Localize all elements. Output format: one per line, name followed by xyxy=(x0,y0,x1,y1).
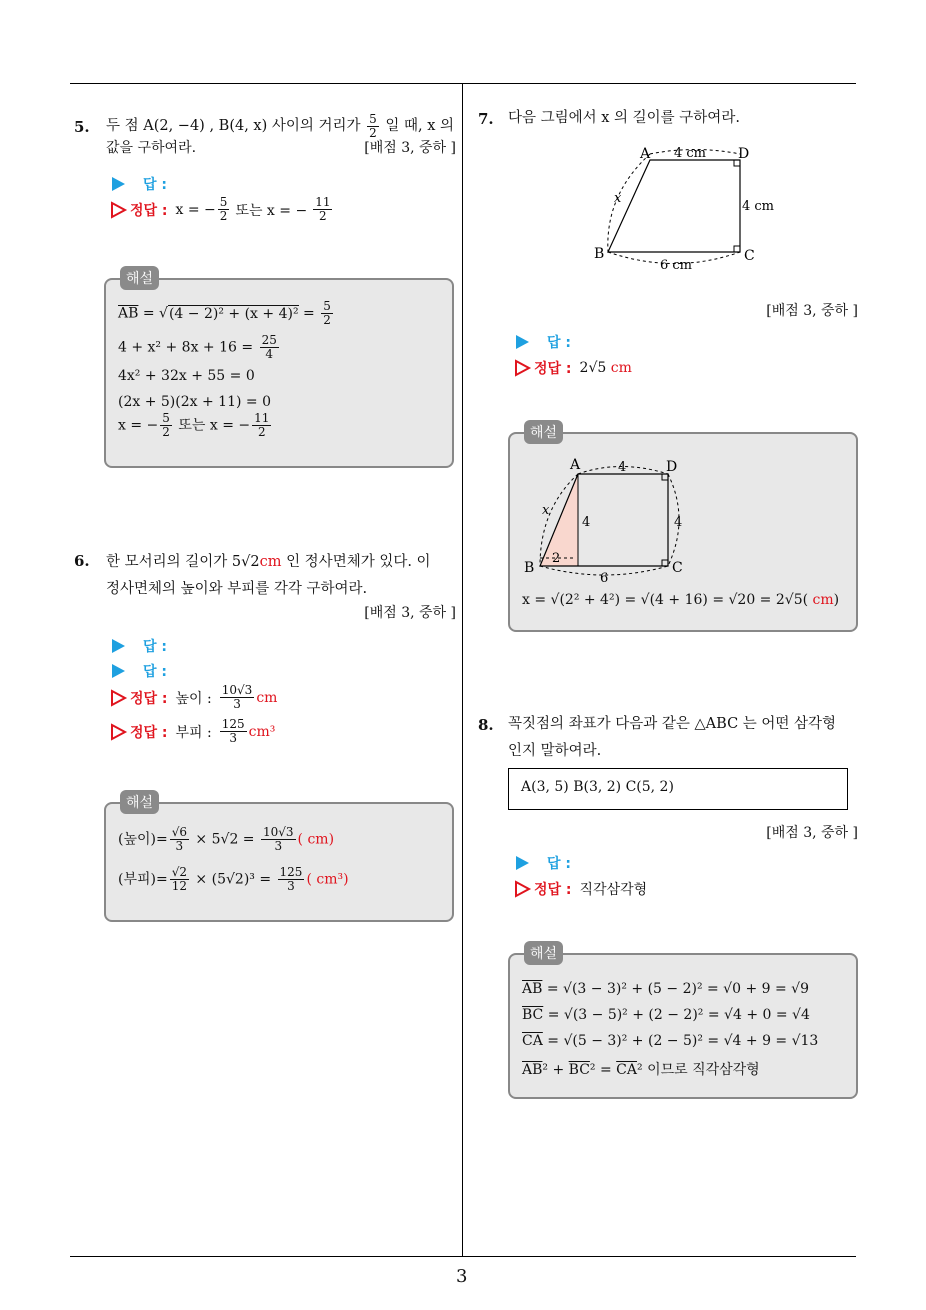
q5-score: [배점 3, 중하 ] xyxy=(364,140,456,156)
q6-solution-box: (높이)= $\frac{√6}{3}$ × 5√2 = $\frac{10√3}{3}$ ( cm) (부피)= $\frac{√2}{12}$ × (5√2)³ = $\frac{125}{3}$ ( cm³) xyxy=(104,802,454,922)
q7-number: 7. xyxy=(478,110,494,128)
fig-label-c: C xyxy=(744,248,755,264)
q8-number: 8. xyxy=(478,716,494,734)
q5-number: 5. xyxy=(74,118,90,136)
play-triangle-icon xyxy=(112,664,125,678)
svg-text:2: 2 xyxy=(552,551,561,566)
fig-label-right: 4 cm xyxy=(742,199,775,214)
fig-label-x: x xyxy=(614,191,622,206)
q7-solution-line: x = √(2² + 4²) = √(4 + 16) = √20 = 2√5( cm) xyxy=(522,592,840,608)
q8-answer-row[interactable]: 답 : xyxy=(516,853,571,873)
q7-solution-tag: 해설 xyxy=(524,420,563,444)
q8-score: [배점 3, 중하 ] xyxy=(766,825,858,841)
svg-text:D: D xyxy=(666,459,678,475)
q6-answer-row-2[interactable]: 답 : xyxy=(112,661,167,681)
fig-label-d: D xyxy=(738,146,750,162)
q5-solution-box: $\overline{AB} = √(4 - 2)^2 + (x + 4)^2$ = $\frac{5}{2}$ 4 + x² + 8x + 16 = $\frac{25}{4}$ 4x² + 32x + 55 = 0 (2x + 5)(2x + 11) = 0 x = − $\frac{5}{2}$ 또는 x = − $\frac{11}{2}$ xyxy=(104,278,454,468)
fig-label-bottom: 6 cm xyxy=(660,258,693,273)
svg-text:4: 4 xyxy=(618,460,627,475)
outline-triangle-icon xyxy=(110,202,126,218)
q8-correct-row: 정답 : 직각삼각형 xyxy=(514,879,647,899)
q6-score: [배점 3, 중하 ] xyxy=(364,605,456,621)
outline-triangle-icon xyxy=(110,724,126,740)
q8-solution-tag: 해설 xyxy=(524,941,563,965)
q8-given-box: A(3, 5) B(3, 2) C(5, 2) xyxy=(508,768,848,810)
fig-label-b: B xyxy=(594,246,605,262)
q5-answer-label: 답 : xyxy=(143,177,167,193)
svg-text:x: x xyxy=(542,503,550,518)
q5-correct-label: 정답 : xyxy=(130,202,168,219)
q5-fraction: $\frac{5}{2}$ xyxy=(369,111,377,140)
q7-solution-box xyxy=(508,432,858,632)
column-divider xyxy=(462,83,463,1257)
outline-triangle-icon xyxy=(514,881,530,897)
outline-triangle-icon xyxy=(110,690,126,706)
q7-correct-row: 정답 : 2√5 cm xyxy=(514,358,632,378)
q6-solution-tag: 해설 xyxy=(120,790,159,814)
q5-answer-row[interactable] xyxy=(112,174,167,194)
q6-correct-row-2: 정답 : 부피 : $\frac{125}{3}$ cm³ xyxy=(110,718,275,745)
q8-solution-box: $\overline{AB} = √(3 - 3)^2 + (5 - 2)^2 = √0 + 9 = √9$ $\overline{BC} = √(3 - 5)^2 + (2 - 2)^2 = √4 + 0 = √4$ $\overline{CA} = √(5 - 3)^2 + (2 - 5)^2 = √4 + 9 = √13$ $\overline{AB}^2 + \overline{BC}^2 = \overline{CA}^2$ 이므로 직각삼각형 xyxy=(508,953,858,1099)
bottom-rule xyxy=(70,1256,856,1257)
q5-text-c: 값을 구하여라. xyxy=(106,140,197,156)
q7-answer-row[interactable]: 답 : xyxy=(516,332,571,352)
svg-text:6: 6 xyxy=(600,571,609,586)
q5-text-b: 일 때, x 의 xyxy=(385,118,455,134)
svg-text:4: 4 xyxy=(674,515,683,530)
page-number: 3 xyxy=(456,1266,468,1287)
svg-text:C: C xyxy=(672,560,683,576)
fig-label-top: 4 cm xyxy=(674,146,707,161)
svg-text:A: A xyxy=(570,457,581,473)
play-triangle-icon xyxy=(516,856,529,870)
q5-correct-row: 정답 : x = − $\frac{5}{2}$ 또는 x = − $\frac{11}{2}$ xyxy=(110,196,334,223)
q5-solution-tag: 해설 xyxy=(120,266,159,290)
q6-answer-row-1[interactable]: 답 : xyxy=(112,636,167,656)
q6-question: 한 모서리의 길이가 5√2cm 인 정사면체가 있다. 이 정사면체의 높이와 부피를 각각 구하여라. [배점 3, 중하 ] xyxy=(106,554,456,621)
q6-correct-row-1: 정답 : 높이 : $\frac{10√3}{3}$ cm xyxy=(110,684,277,711)
svg-text:B: B xyxy=(524,560,535,576)
svg-text:4: 4 xyxy=(582,515,591,530)
q8-question: 꼭짓점의 좌표가 다음과 같은 △ABC 는 어떤 삼각형 인지 말하여라. xyxy=(508,716,837,759)
play-triangle-icon xyxy=(112,639,125,653)
play-triangle-icon xyxy=(112,177,125,191)
outline-triangle-icon xyxy=(514,360,530,376)
q7-score: [배점 3, 중하 ] xyxy=(766,303,858,319)
q7-solution-figure xyxy=(520,454,710,586)
fig-label-a: A xyxy=(640,146,651,162)
play-triangle-icon xyxy=(516,335,529,349)
q7-figure xyxy=(590,140,780,273)
q6-number: 6. xyxy=(74,552,90,570)
q5-question xyxy=(106,110,456,157)
top-rule xyxy=(70,83,856,84)
q5-text-a: 두 점 A(2, −4) , B(4, x) 사이의 거리가 xyxy=(106,118,361,134)
q7-text: 다음 그림에서 x 의 길이를 구하여라. xyxy=(508,110,740,126)
